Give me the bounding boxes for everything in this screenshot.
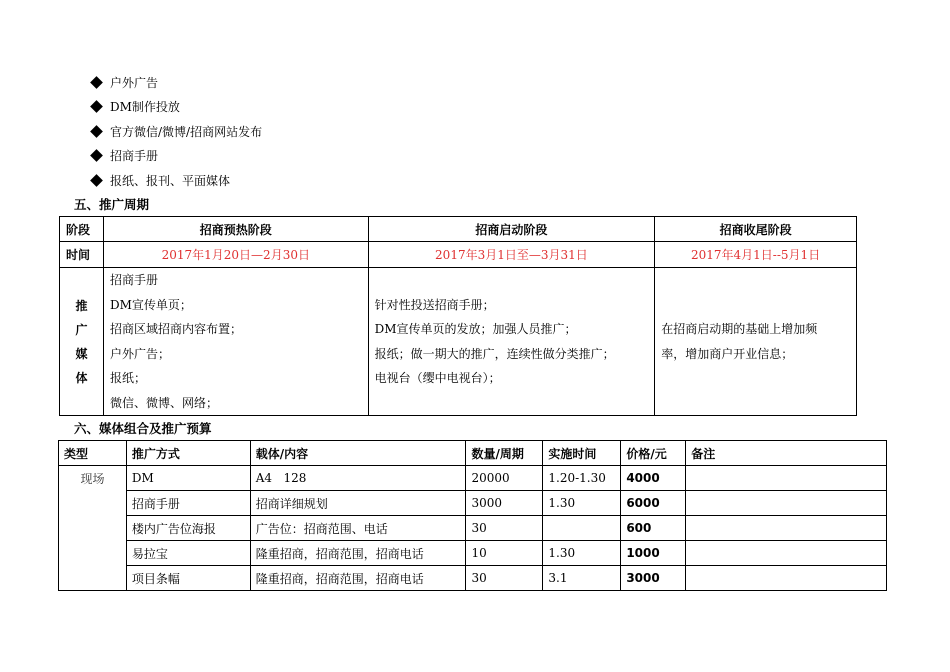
media-label-char: 体	[75, 370, 88, 385]
table-cell: 3000	[466, 491, 543, 516]
table-cell: 招商手册	[126, 491, 250, 516]
bullet-item	[88, 168, 262, 193]
media-line: 微信、微博、网络；	[109, 395, 218, 410]
header-cell: 实施时间	[543, 441, 621, 466]
bullet-item	[88, 70, 262, 95]
media-line: 在招商启动期的基础上增加频	[661, 322, 818, 336]
table-cell: 招商详细规划	[250, 491, 466, 516]
header-cell: 招商预热阶段	[103, 217, 368, 242]
table-cell: 1.30	[543, 541, 621, 566]
media-line: 招商区域招商内容布置；	[109, 322, 242, 336]
table-cell: 30	[466, 566, 543, 591]
header-cell: 价格/元	[621, 441, 686, 466]
table-header-row	[59, 441, 887, 466]
media-line: 率，增加商户开业信息；	[661, 346, 794, 361]
media-cell	[103, 268, 368, 416]
note-cell	[686, 466, 887, 491]
price-cell: 6000	[621, 491, 686, 516]
header-cell: 阶段	[60, 217, 104, 242]
table-cell: DM	[126, 466, 250, 491]
bullet-text: 招商手册	[110, 149, 159, 164]
diamond-bullet-icon	[90, 100, 103, 113]
table-cell: 10	[466, 541, 543, 566]
media-label-char: 媒	[75, 346, 88, 361]
promotion-cycle-table	[59, 216, 857, 416]
type-cell: 现场	[59, 466, 127, 591]
diamond-bullet-icon	[90, 76, 103, 89]
media-line: 针对性投送招商手册；	[374, 297, 495, 312]
table-cell: 隆重招商，招商范围，招商电话	[250, 541, 466, 566]
media-label-char: 广	[75, 322, 88, 337]
bullet-list	[88, 70, 262, 193]
media-cell	[368, 268, 655, 416]
bullet-item	[88, 119, 262, 144]
table-row	[59, 541, 887, 566]
table-row	[59, 491, 887, 516]
media-cell	[655, 268, 857, 416]
table-cell: 3.1	[543, 566, 621, 591]
bullet-text: DM制作投放	[110, 100, 180, 115]
table-cell: 1.20-1.30	[543, 466, 621, 491]
price-cell: 600	[621, 516, 686, 541]
section6-title: 六、媒体组合及推广预算	[74, 421, 212, 436]
header-cell: 招商收尾阶段	[655, 217, 857, 242]
price-cell: 4000	[621, 466, 686, 491]
table-row	[59, 566, 887, 591]
header-cell: 数量/周期	[466, 441, 543, 466]
header-cell: 载体/内容	[250, 441, 466, 466]
header-cell: 招商启动阶段	[368, 217, 655, 242]
table-row	[59, 466, 887, 491]
date-cell: 2017年4月1日--5月1日	[655, 242, 857, 268]
table-cell: 30	[466, 516, 543, 541]
table-cell: 1.30	[543, 491, 621, 516]
time-row	[60, 242, 857, 268]
table-header-row	[60, 217, 857, 242]
price-cell: 1000	[621, 541, 686, 566]
diamond-bullet-icon	[90, 149, 103, 162]
bullet-text: 报纸、报刊、平面媒体	[110, 173, 231, 188]
table-row	[59, 516, 887, 541]
media-label-char: 推	[75, 298, 88, 313]
bullet-text: 户外广告	[110, 75, 159, 90]
note-cell	[686, 516, 887, 541]
diamond-bullet-icon	[90, 125, 103, 138]
bullet-text: 官方微信/微博/招商网站发布	[110, 124, 263, 139]
media-line: 报纸；	[109, 371, 146, 385]
header-cell: 备注	[686, 441, 887, 466]
header-cell: 类型	[59, 441, 127, 466]
time-label: 时间	[60, 242, 104, 268]
media-line: 电视台（缨中电视台）；	[374, 371, 501, 385]
media-line: DM宣传单页的发放；加强人员推广；	[374, 322, 577, 336]
table-cell: 20000	[466, 466, 543, 491]
table-cell: 隆重招商，招商范围，招商电话	[250, 566, 466, 591]
media-line: DM宣传单页；	[109, 297, 192, 312]
bullet-item	[88, 95, 262, 120]
note-cell	[686, 541, 887, 566]
price-cell: 3000	[621, 566, 686, 591]
table-cell	[543, 516, 621, 541]
section5-title: 五、推广周期	[74, 197, 150, 212]
date-cell: 2017年3月1日至—3月31日	[368, 242, 655, 268]
media-row	[60, 268, 857, 416]
note-cell	[686, 566, 887, 591]
table-cell: 广告位：招商范围、电话	[250, 516, 466, 541]
media-label	[60, 268, 104, 416]
media-line: 报纸；做一期大的推广，连续性做分类推广；	[374, 346, 615, 361]
bullet-item	[88, 144, 262, 169]
table-cell: 项目条幅	[126, 566, 250, 591]
header-cell: 推广方式	[126, 441, 250, 466]
budget-table	[58, 440, 887, 591]
table-cell: 楼内广告位海报	[126, 516, 250, 541]
diamond-bullet-icon	[90, 174, 103, 187]
note-cell	[686, 491, 887, 516]
media-line: 招商手册	[109, 273, 158, 287]
date-cell: 2017年1月20日—2月30日	[103, 242, 368, 268]
table-cell: A4 128	[250, 466, 466, 491]
media-line: 户外广告；	[109, 346, 170, 361]
table-cell: 易拉宝	[126, 541, 250, 566]
